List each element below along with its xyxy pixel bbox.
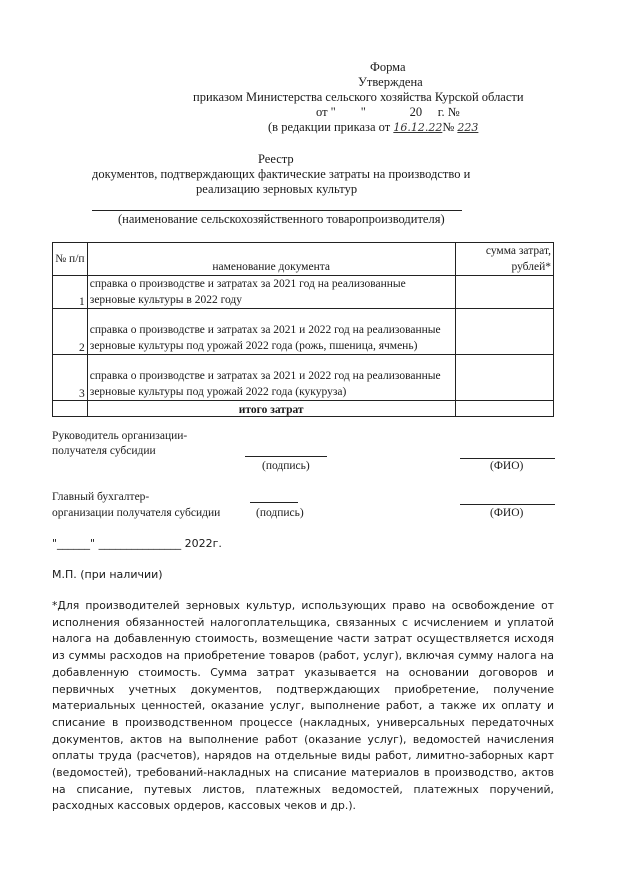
row-name-line2: зерновые культуры в 2022 году: [89, 294, 243, 306]
table-row: [53, 276, 554, 309]
row-name-line1: справка о производстве и затратах за 2021 год на реализованные: [89, 278, 406, 290]
stamp-label: М.П. (при наличии): [52, 568, 163, 581]
row-name-line2: зерновые культуры под урожай 2022 года (рожь, пшеница, ячмень): [89, 340, 418, 352]
register-title: Реестр: [258, 152, 294, 166]
total-num-cell: [53, 401, 88, 417]
form-label: Форма: [370, 60, 406, 74]
row-sum-cell: [455, 276, 553, 309]
revision-date: 16.12.22: [393, 121, 443, 134]
head-title-line1: Руководитель организации-: [52, 430, 188, 442]
row-sum-cell: [455, 309, 553, 355]
row-num: 3: [53, 355, 88, 401]
approved-label: Утверждена: [358, 75, 423, 89]
accountant-fio-caption: (ФИО): [490, 507, 524, 519]
row-name-line1: справка о производстве и затратах за 2021 и 2022 год на реализованные: [89, 370, 441, 382]
col-header-num: № п/п: [53, 243, 88, 276]
footnote-text: *Для производителей зерновых культур, использующих право на освобождение от исполнения обязанностей налогоплательщика, связанных с исчислением и уплатой налога на добавленную стоимость, возмещение части затрат осуществляется исходя из суммы расходов на приобретение товаров (работ, услуг), включая сумму налога на добавленную стоимость. Сумма затрат указывается на основании договоров и первичных учетных документов, подтверждающих приобретение, получение материальных ценностей, оказание услуг, выполнение работ, а также их оплату и списание в производственном процессе (накладных, универсальных передаточных документов, актов на выполнение работ (оказание услуг), ведомостей начисления оплаты труда (расчетов), нарядов на отдельные виды работ, лимитно-заборных карт (ведомостей), требований-накладных на списание материалов в производство, актов на списание, путевых листов, платежных ведомостей, платежных поручений, расходных кассовых ордеров, кассовых чеков и др.).: [52, 599, 554, 813]
accountant-title-line1: Главный бухгалтер-: [52, 491, 150, 503]
row-document-name: [87, 276, 455, 309]
register-subtitle-line2: реализацию зерновых культур: [196, 182, 358, 196]
table-row: [53, 355, 554, 401]
accountant-signature-caption: (подпись): [256, 507, 304, 519]
head-signature-line: [245, 456, 327, 457]
total-label: итого затрат: [87, 401, 455, 417]
total-sum-cell: [455, 401, 553, 417]
revision-number: 223: [457, 121, 479, 134]
col-header-name: наменование документа: [87, 243, 455, 276]
footnote: [52, 598, 554, 815]
producer-caption: (наименование сельскохозяйственного товаропроизводителя): [118, 212, 445, 226]
table-row: [53, 309, 554, 355]
order-date-line: от " " 20 г. №: [316, 105, 460, 119]
producer-name-line: [92, 210, 462, 211]
row-num: 2: [53, 309, 88, 355]
row-document-name: [87, 355, 455, 401]
head-title-line2: получателя субсидии: [52, 445, 156, 457]
head-fio-caption: (ФИО): [490, 460, 524, 472]
row-document-name: [87, 309, 455, 355]
row-sum-cell: [455, 355, 553, 401]
documents-table: [52, 242, 554, 417]
accountant-title-line2: организации получателя субсидии: [52, 507, 221, 519]
revision-number-label: №: [442, 120, 455, 134]
order-line: приказом Министерства сельского хозяйства Курской области: [193, 90, 524, 104]
row-num: 1: [53, 276, 88, 309]
col-header-sum: сумма затрат, рублей*: [455, 243, 553, 276]
signing-date: "______" _______________ 2022г.: [52, 537, 222, 550]
table-total-row: [53, 401, 554, 417]
accountant-signature-line: [250, 502, 298, 503]
register-subtitle-line1: документов, подтверждающих фактические затраты на производство и: [92, 167, 471, 181]
revision-line: [268, 120, 478, 135]
table-header-row: [53, 243, 554, 276]
accountant-fio-line: [460, 504, 555, 505]
head-fio-line: [460, 458, 555, 459]
revision-prefix: (в редакции приказа от: [268, 120, 391, 134]
head-signature-caption: (подпись): [262, 460, 310, 472]
row-name-line1: справка о производстве и затратах за 2021 и 2022 год на реализованные: [89, 324, 441, 336]
row-name-line2: зерновые культуры под урожай 2022 года (кукуруза): [89, 386, 347, 398]
